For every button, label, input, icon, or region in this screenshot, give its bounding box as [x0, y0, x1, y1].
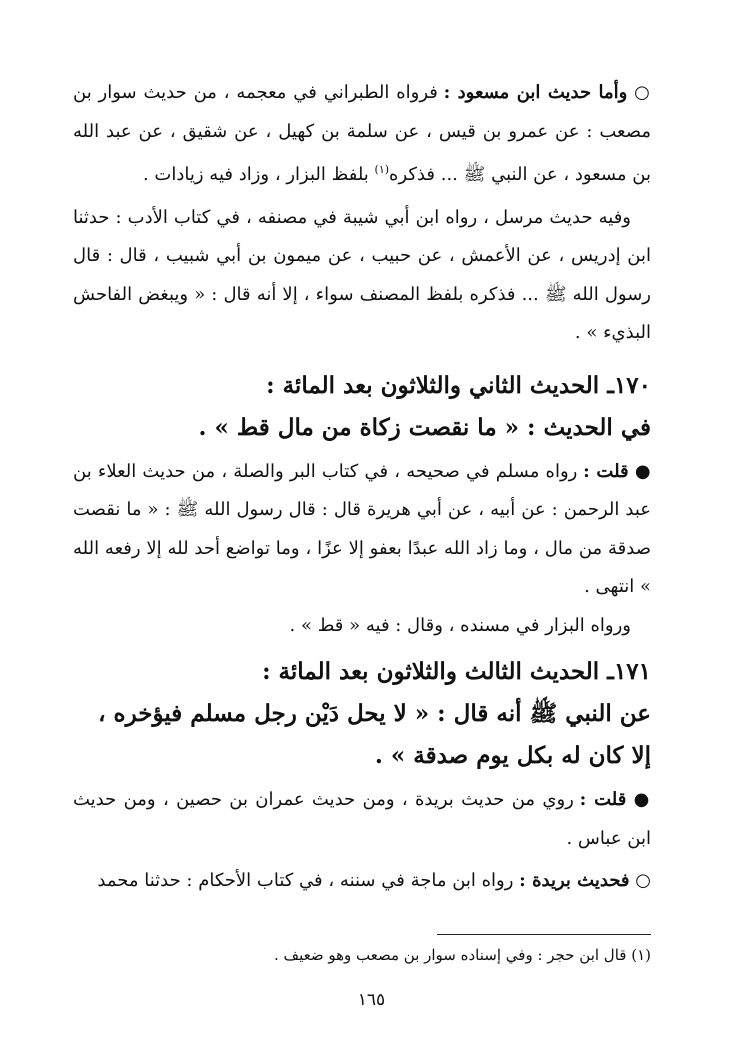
paragraph-body: رواه مسلم في صحيحه ، في كتاب البر والصلة ، من حديث العلاء بن عبد الرحمن : عن أبيه ، عن أبي هريرة قال : قال رسول الله ﷺ : « ما نقصت صدقة من مال ، وما زاد الله عبدًا بعفو إلا عزًا ، وما تواضع أحد لله إلا رفعه الله » انتهى . [73, 460, 651, 597]
paragraph-lead: فحديث بريدة : [519, 870, 630, 891]
footnote-reference: (١) [374, 163, 390, 176]
hadith-text-170: في الحديث : « ما نقصت زكاة من مال قط » . [198, 413, 651, 441]
paragraph-qultu-170 [73, 453, 651, 607]
paragraph-body: فرواه الطبراني في معجمه ، من حديث سوار بن مصعب : عن عمرو بن قيس ، عن سلمة بن كهيل ، عن شقيق ، عن عبد الله بن مسعود ، عن النبي ﷺ ... فذكره [73, 82, 651, 185]
paragraph-lead: قلت : [583, 460, 629, 482]
paragraph-buraydah [73, 862, 651, 901]
hollow-bullet: ○ [635, 870, 651, 891]
hadith-heading-171: ١٧١ـ الحديث الثالث والثلاثون بعد المائة : [262, 658, 651, 685]
page-content [73, 74, 651, 901]
footnote: (١) قال ابن حجر : وفي إسناده سوار بن مصعب وهو ضعيف . [274, 946, 651, 964]
paragraph-body: رواه ابن ماجة في سننه ، في كتاب الأحكام : حدثنا محمد [97, 870, 520, 891]
solid-bullet: ● [634, 460, 651, 482]
paragraph-ibn-masud [73, 74, 651, 195]
paragraph-body: روي من حديث بريدة ، ومن حديث عمران بن حصين ، ومن حديث ابن عباس . [73, 789, 651, 849]
paragraph-lead: وأما حديث ابن مسعود : [443, 82, 628, 103]
paragraph-qultu-171 [73, 781, 651, 858]
footnote-divider [437, 934, 651, 935]
paragraph-bazzar: ورواه البزار في مسنده ، وقال : فيه « قط » . [289, 614, 631, 636]
hollow-bullet: ○ [634, 82, 651, 103]
hadith-heading-170: ١٧٠ـ الحديث الثاني والثلاثون بعد المائة : [266, 371, 651, 399]
paragraph-lead: قلت : [579, 789, 627, 810]
hadith-text-171-line2: إلا كان له بكل يوم صدقة » . [374, 742, 651, 769]
hadith-text-171-line1: عن النبي ﷺ أنه قال : « لا يحل دَيْن رجل مسلم فيؤخره ، [98, 700, 651, 727]
paragraph-mursal: وفيه حديث مرسل ، رواه ابن أبي شيبة في مصنفه ، في كتاب الأدب : حدثنا ابن إدريس ، عن الأعمش ، عن حبيب ، عن ميمون بن أبي شبيب ، قال : قال رسول الله ﷺ ... فذكره بلفظ المصنف سواء ، إلا أنه قال : « ويبغض الفاحش البذيء » . [73, 206, 651, 343]
solid-bullet: ● [633, 789, 651, 810]
page-number: ١٦٥ [357, 990, 386, 1010]
paragraph-body-tail: بلفظ البزار ، وزاد فيه زيادات . [142, 164, 375, 185]
